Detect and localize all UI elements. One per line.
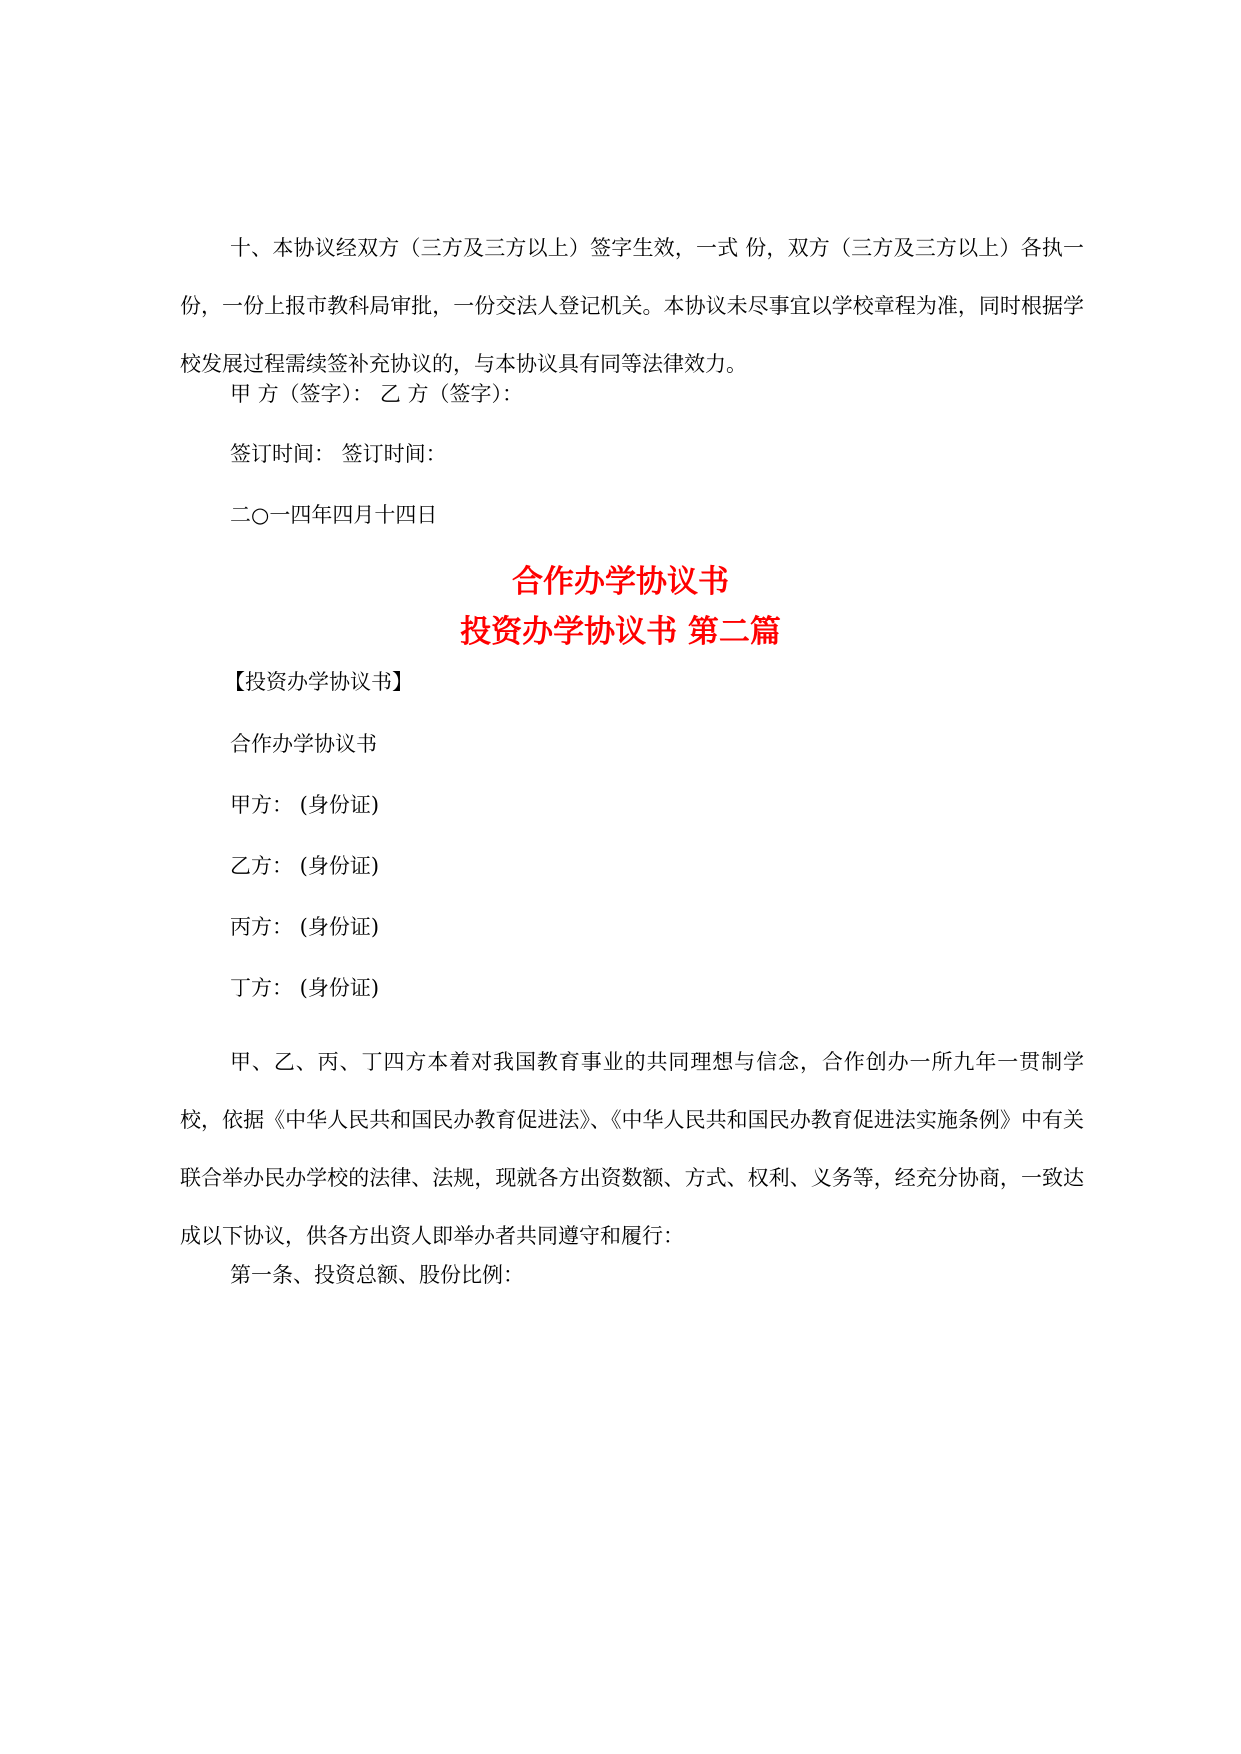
agreement-date: 二○一四年四月十四日 [230,503,438,527]
clause-ten-paragraph: 十、本协议经双方（三方及三方以上）签字生效，一式 份，双方（三方及三方以上）各执一份，一份上报市教科局审批，一份交法人登记机关。本协议未尽事宜以学校章程为准，同时根据学校发展过程需续签补充协议的，与本协议具有同等法律效力。 [180,236,1084,376]
document-name: 合作办学协议书 [230,732,377,756]
preamble-paragraph: 甲、乙、丙、丁四方本着对我国教育事业的共同理想与信念，合作创办一所九年一贯制学校，依据《中华人民共和国民办教育促进法》、《中华人民共和国民办教育促进法实施条例》中有关联合举办民办学校的法律、法规，现就各方出资数额、方式、权利、义务等，经充分协商，一致达成以下协议，供各方出资人即举办者共同遵守和履行： [180,1050,1084,1248]
article-one-heading: 第一条、投资总额、股份比例： [230,1263,524,1287]
signature-line: 甲 方（签字）： 乙 方（签字）： [230,382,524,406]
party-yi: 乙方： (身份证) [230,854,380,878]
signing-date-line: 签订时间： 签订时间： [230,442,447,466]
party-bing: 丙方： (身份证) [230,915,380,939]
party-jia: 甲方： (身份证) [230,793,380,817]
main-title: 合作办学协议书 [512,564,729,600]
party-ding: 丁方： (身份证) [230,976,380,1000]
bracket-heading: 【投资办学协议书】 [224,670,413,694]
sub-title: 投资办学协议书 第二篇 [460,614,781,650]
